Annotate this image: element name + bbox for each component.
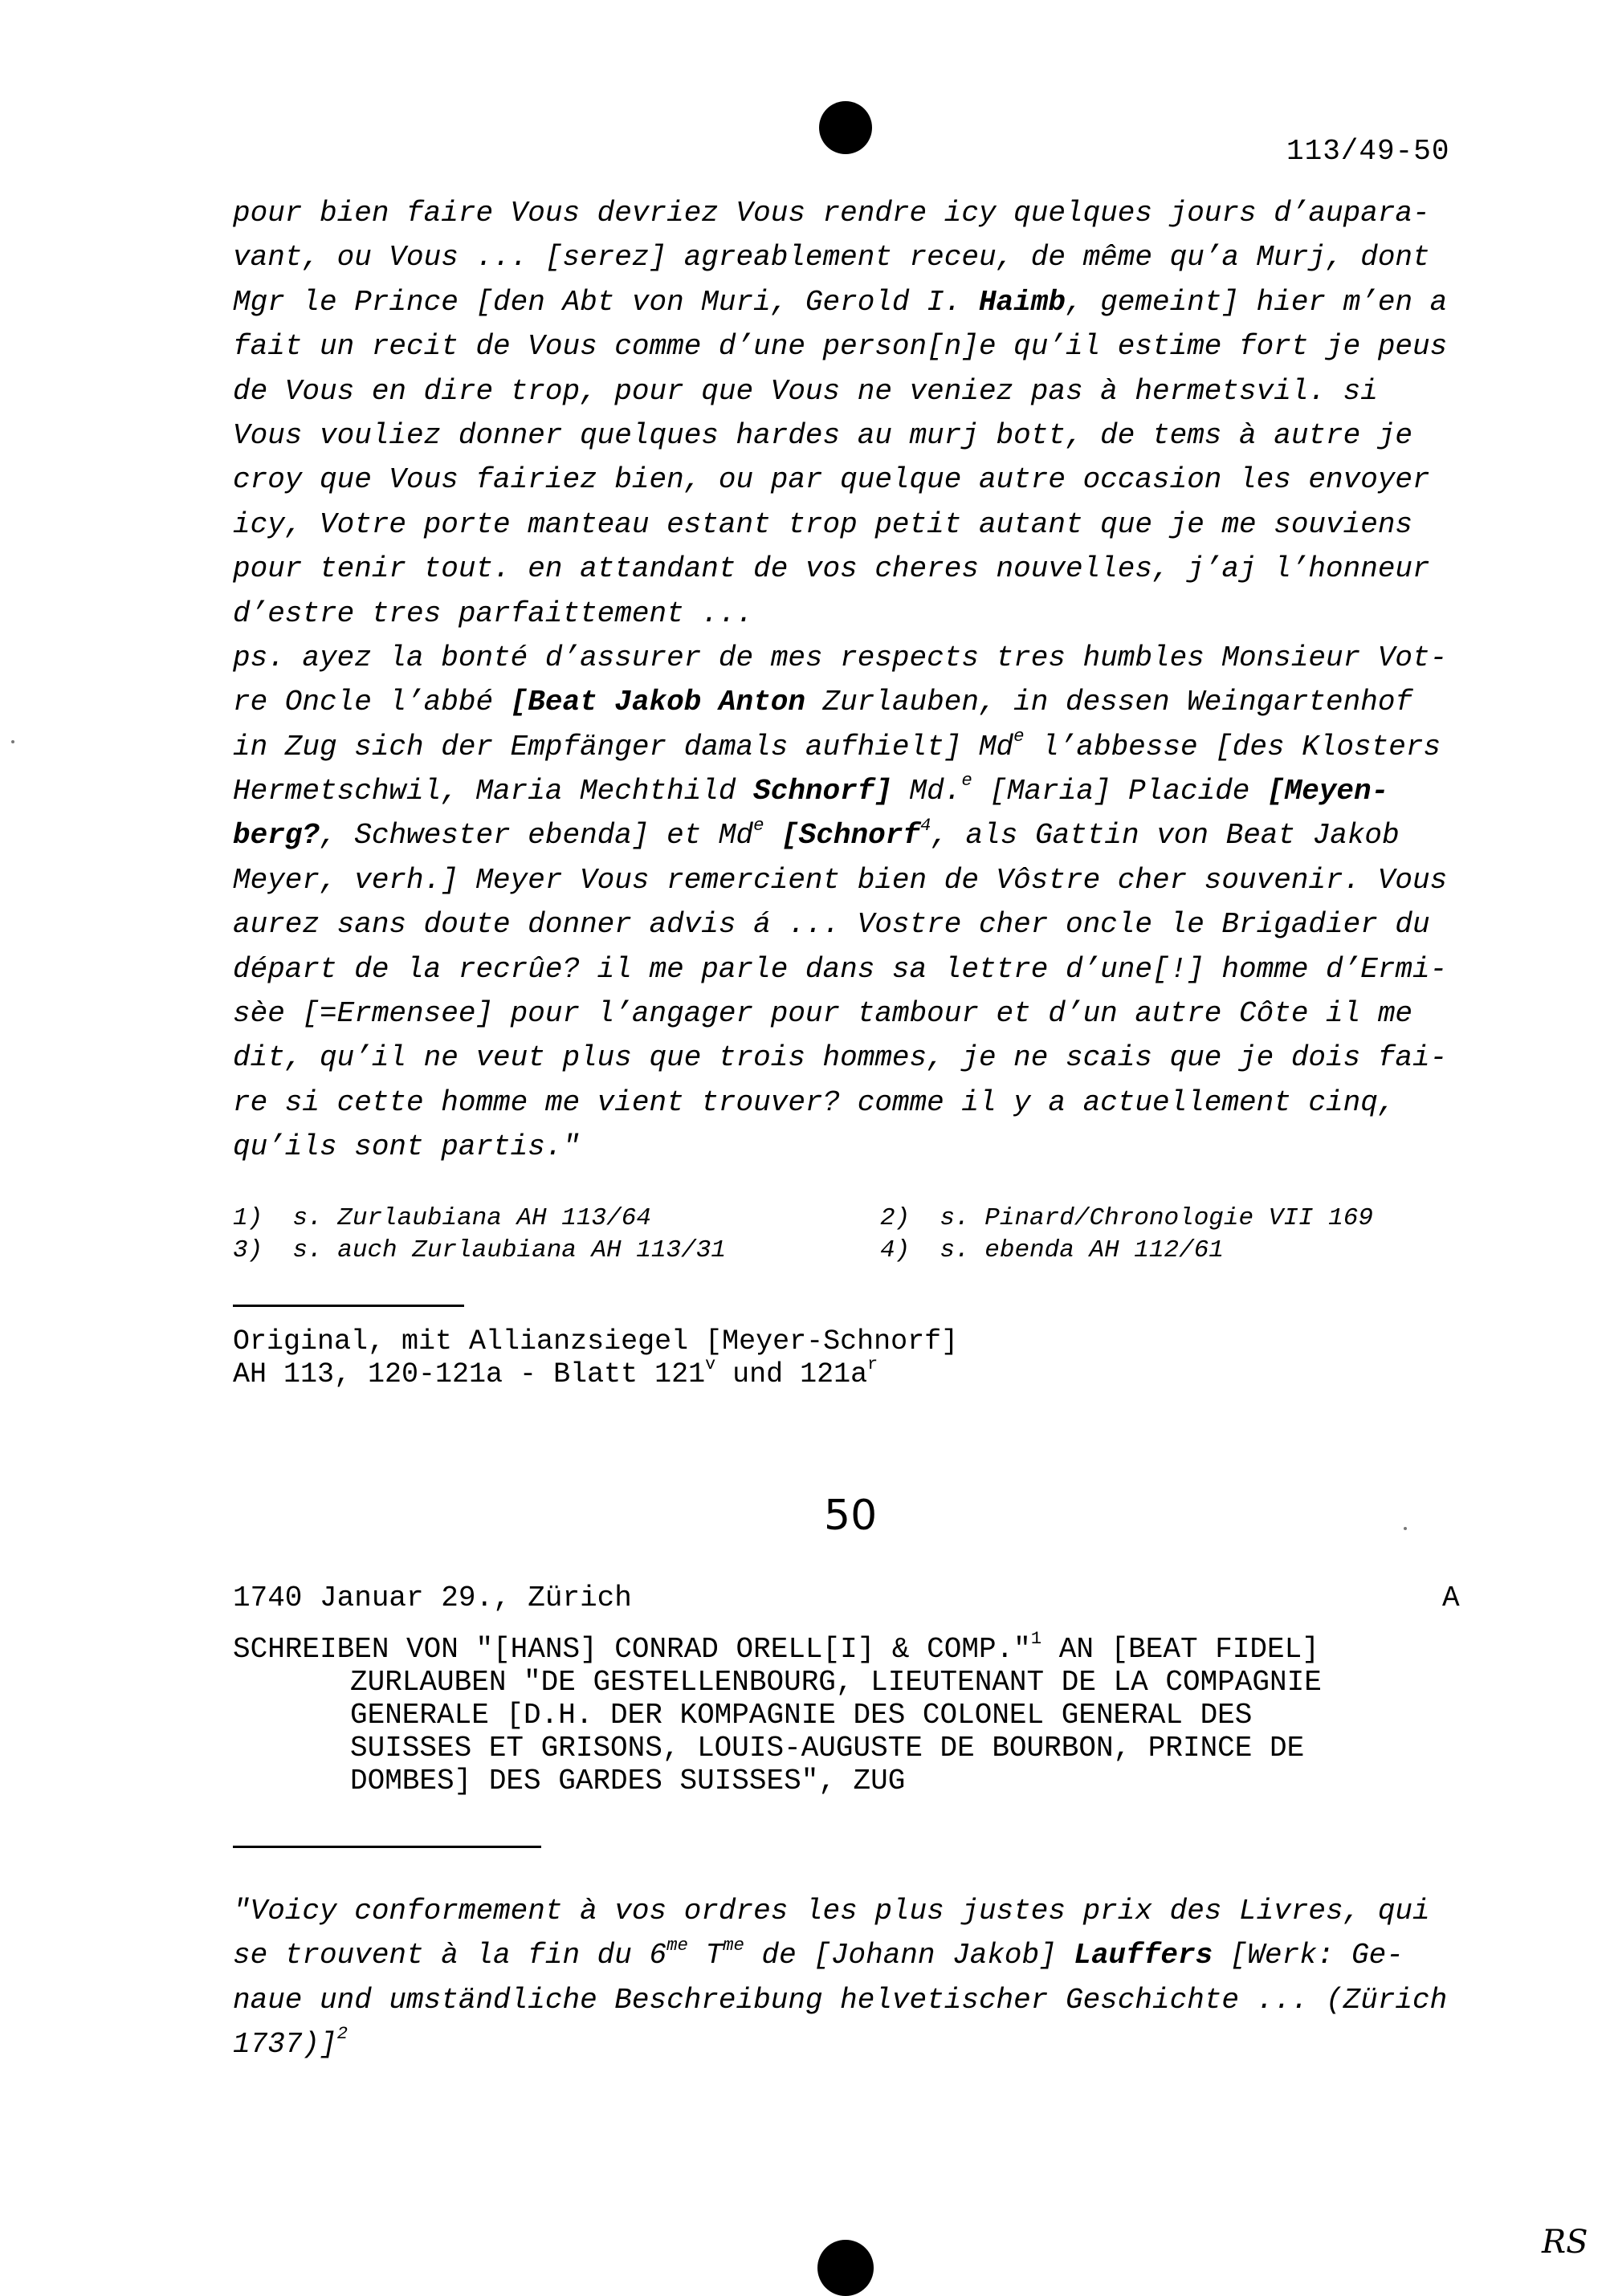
text-run: croy que Vous fairiez bien, ou par quelque autre occasion les envoyer [233,463,1430,497]
scan-speck [11,740,14,743]
text-run: pour tenir tout. en attandant de vos cheres nouvelles, j’aj l’honneur [233,552,1430,586]
punch-hole-top [819,101,872,154]
body-line [233,858,1461,902]
body-line [233,592,1461,636]
text-run: dit, qu’il ne veut plus que trois hommes, je ne scais que je dois fai- [233,1041,1448,1075]
text-run: Meyer, verh.] Meyer Vous remercient bien de Vôstre cher souvenir. Vous [233,863,1448,897]
title-line: GENERALE [D.H. DER KOMPAGNIE DES COLONEL GENERAL DES [350,1699,1253,1732]
bold-text: Haimb [978,285,1066,319]
document-number: 50 [824,1492,878,1540]
text-run: fait un recit de Vous comme d’une person[n]e qu’il estime fort je peus [233,330,1448,364]
text-run: [Werk: Ge- [1213,1939,1404,1972]
original-source-note [233,1325,958,1391]
body-line [233,503,1461,547]
title-superscript: 1 [1030,1628,1042,1650]
title-line: ZURLAUBEN "DE GESTELLENBOURG, LIEUTENANT DE LA COMPAGNIE [350,1666,1322,1699]
footnote-label: 1) [233,1204,263,1232]
text-run: in Zug sich der Empfänger damals aufhielt] Md [233,730,1014,763]
footnote-text: s. Zurlaubiana AH 113/64 [292,1204,651,1232]
footnote-1 [233,1201,651,1236]
text-run: , gemeint] hier m’en a [1065,285,1448,319]
footnote-label: 3) [233,1236,263,1264]
text-run [764,819,782,852]
original-line-1: Original, mit Allianzsiegel [Meyer-Schnorf] [233,1325,959,1358]
text-run: "Voicy conformement à vos ordres les plus justes prix des Livres, qui [233,1895,1430,1928]
superscript: 4 [919,814,931,836]
title-first-b: AN [BEAT FIDEL] [1041,1633,1319,1666]
body-line [233,235,1461,279]
body-line [233,1125,1461,1169]
quote-line [233,1889,1461,1933]
scan-speck [1404,1527,1407,1530]
body-line [233,902,1461,946]
letter-body-text [233,191,1461,1170]
date-place-line: 1740 Januar 29., Zürich [233,1582,632,1614]
text-run: T [687,1939,724,1972]
original-line-2-prefix: AH 113, 120-121a - Blatt 121 [233,1358,706,1390]
body-line [233,324,1461,368]
divider-rule [233,1846,541,1848]
text-run: sèe [=Ermensee] pour l’angager pour tambour et d’un autre Côte il me [233,997,1413,1031]
footnote-label: 4) [880,1236,911,1264]
body-line [233,813,1461,857]
superscript: e [1013,725,1025,747]
footnote-label: 2) [880,1204,911,1232]
body-line [233,636,1461,680]
text-run: qu’ils sont partis." [233,1130,581,1164]
body-line [233,191,1461,235]
title-line-first [233,1628,1322,1666]
body-line [233,280,1461,324]
superscript-v: v [705,1354,716,1374]
text-run: ps. ayez la bonté d’assurer de mes respects tres humbles Monsieur Vot- [233,641,1448,674]
bold-text: berg? [233,819,320,853]
text-run: aurez sans doute donner advis á ... Vostre cher oncle le Brigadier du [233,908,1430,942]
quote-text [233,1889,1461,2067]
body-line [233,413,1461,458]
bold-text: [Schnorf [781,819,920,853]
bold-text: Lauffers [1074,1939,1213,1972]
footnote-3 [233,1233,726,1268]
text-run: Mgr le Prince [den Abt von Muri, Gerold I. [233,285,979,319]
text-run: départ de la recrûe? il me parle dans sa lettre d’une[!] homme d’Ermi- [233,952,1448,986]
body-line [233,725,1461,769]
body-line [233,369,1461,413]
punch-hole-bottom [817,2240,874,2296]
text-run: de [Johann Jakob] [744,1939,1074,1972]
text-run: naue und umständliche Beschreibung helvetischer Geschichte ... (Zürich [233,1983,1448,2017]
text-run: de Vous en dire trop, pour que Vous ne veniez pas à hermetsvil. si [233,374,1378,408]
text-run: 1737)] [233,2028,337,2062]
document-title [233,1628,1322,1797]
superscript: e [961,770,972,792]
text-run: re si cette homme me vient trouver? comme il y a actuellement cinq, [233,1085,1396,1119]
bold-text: Schnorf] [753,775,892,808]
quote-line [233,2022,1461,2066]
page-reference: 113/49-50 [1286,135,1450,168]
footnote-text: s. auch Zurlaubiana AH 113/31 [292,1236,726,1264]
bold-text: [Beat Jakob Anton [510,686,805,719]
quote-line [233,1978,1461,2022]
title-line: DOMBES] DES GARDES SUISSES", ZUG [350,1765,906,1797]
body-line [233,947,1461,991]
quote-line [233,1933,1461,1977]
title-first-a: SCHREIBEN VON "[HANS] CONRAD ORELL[I] & COMP." [233,1633,1031,1666]
text-run: Vous vouliez donner quelques hardes au murj bott, de tems à autre je [233,418,1413,452]
original-line-2-mid: und 121a [715,1358,868,1390]
body-line [233,1036,1461,1080]
body-line [233,1081,1461,1125]
text-run: vant, ou Vous ... [serez] agreablement receu, de même qu’a Murj, dont [233,241,1430,275]
text-run: , als Gattin von Beat Jakob [931,819,1400,853]
text-run: Md. [891,775,962,808]
footnote-text: s. ebenda AH 112/61 [940,1236,1224,1264]
text-run: se trouvent à la fin du 6 [233,1939,667,1972]
body-line [233,991,1461,1036]
superscript-r: r [867,1354,878,1374]
title-line: SUISSES ET GRISONS, LOUIS-AUGUSTE DE BOURBON, PRINCE DE [350,1732,1305,1765]
divider-rule [233,1305,464,1307]
footnote-4 [880,1233,1224,1268]
handwritten-initials: RS [1542,2224,1588,2261]
bold-text: [Meyen- [1267,775,1389,808]
text-run: re Oncle l’abbé [233,686,511,719]
superscript: me [723,1934,744,1956]
superscript: 2 [336,2023,349,2045]
body-line [233,769,1461,813]
text-run: d’estre tres parfaittement ... [233,596,754,630]
original-line-2 [233,1354,958,1391]
body-line [233,547,1461,591]
footnote-2 [880,1201,1373,1236]
superscript: e [753,814,764,836]
document-type-letter: A [1442,1582,1460,1614]
text-run: [Maria] Placide [972,775,1268,808]
text-run: l’abbesse [des Klosters [1024,730,1441,763]
text-run: , Schwester ebenda] et Md [320,819,754,853]
superscript: me [666,1934,688,1956]
text-run: pour bien faire Vous devriez Vous rendre icy quelques jours d’aupara- [233,197,1430,230]
text-run: Zurlauben, in dessen Weingartenhof [805,686,1413,719]
text-run: icy, Votre porte manteau estant trop petit autant que je me souviens [233,507,1413,541]
body-line [233,680,1461,724]
text-run: Hermetschwil, Maria Mechthild [233,775,754,808]
footnote-text: s. Pinard/Chronologie VII 169 [940,1204,1373,1232]
body-line [233,458,1461,502]
